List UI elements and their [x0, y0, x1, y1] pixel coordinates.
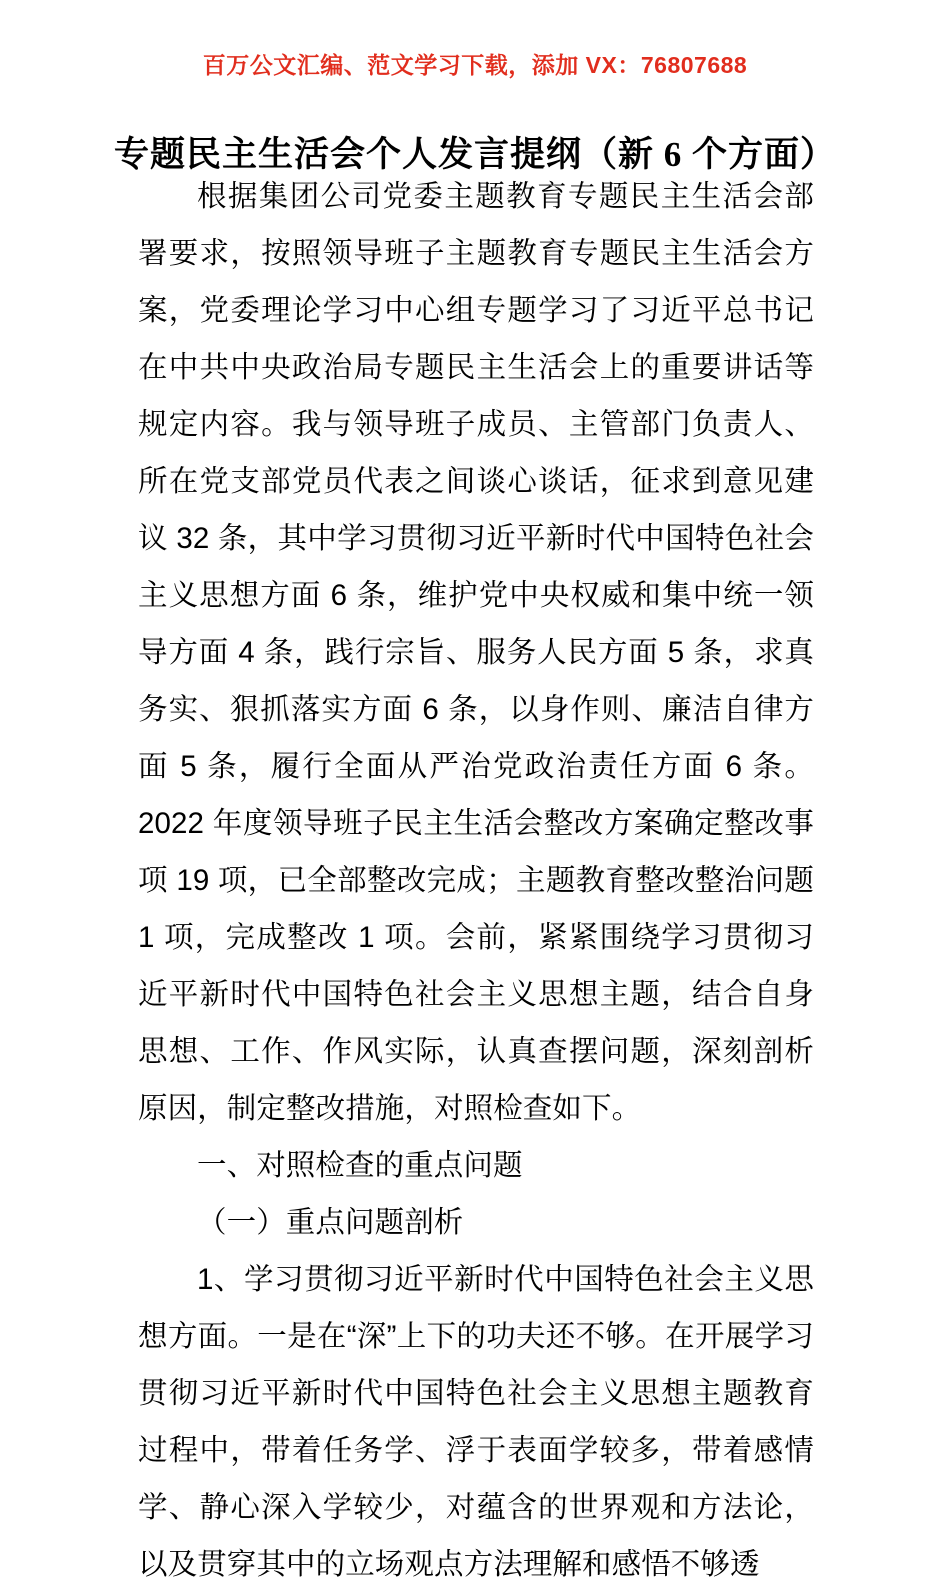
- document-body: [138, 168, 814, 1593]
- document-title: 专题民主生活会个人发言提纲（新 6 个方面）: [113, 135, 836, 175]
- promo-header-text: 百万公文汇编、范文学习下载，添加 VX：76807688: [202, 52, 748, 78]
- subsection-heading-1: （一）重点问题剖析: [197, 1206, 464, 1239]
- intro-paragraph: 根据集团公司党委主题教育专题民主生活会部署要求，按照领导班子主题教育专题民主生活会方案，党委理论学习中心组专题学习了习近平总书记在中共中央政治局专题民主生活会上的重要讲话等规定内容。我与领导班子成员、主管部门负责人、所在党支部党员代表之间谈心谈话，征求到意见建议 32 条，其中学习贯彻习近平新时代中国特色社会主义思想方面 6 条，维护党中央权威和集中统一领导方面 4 条，践行宗旨、服务人民方面 5 条，求真务实、狠抓落实方面 6 条，以身作则、廉洁自律方面 5 条，履行全面从严治党政治责任方面 6 条。2022 年度领导班子民主生活会整改方案确定整改事项 19 项，已全部整改完成；主题教育整改整治问题 1 项，完成整改 1 项。会前，紧紧围绕学习贯彻习近平新时代中国特色社会主义思想主题，结合自身思想、工作、作风实际，认真查摆问题，深刻剖析原因，制定整改措施，对照检查如下。: [138, 180, 814, 1125]
- item-1-paragraph: 1、学习贯彻习近平新时代中国特色社会主义思想方面。一是在“深”上下的功夫还不够。在开展学习贯彻习近平新时代中国特色社会主义思想主题教育过程中，带着任务学、浮于表面学较多，带着感情学、静心深入学较少，对蕴含的世界观和方法论，以及贯穿其中的立场观点方法理解和感悟不够透: [138, 1263, 814, 1581]
- section-heading-1: 一、对照检查的重点问题: [197, 1149, 523, 1182]
